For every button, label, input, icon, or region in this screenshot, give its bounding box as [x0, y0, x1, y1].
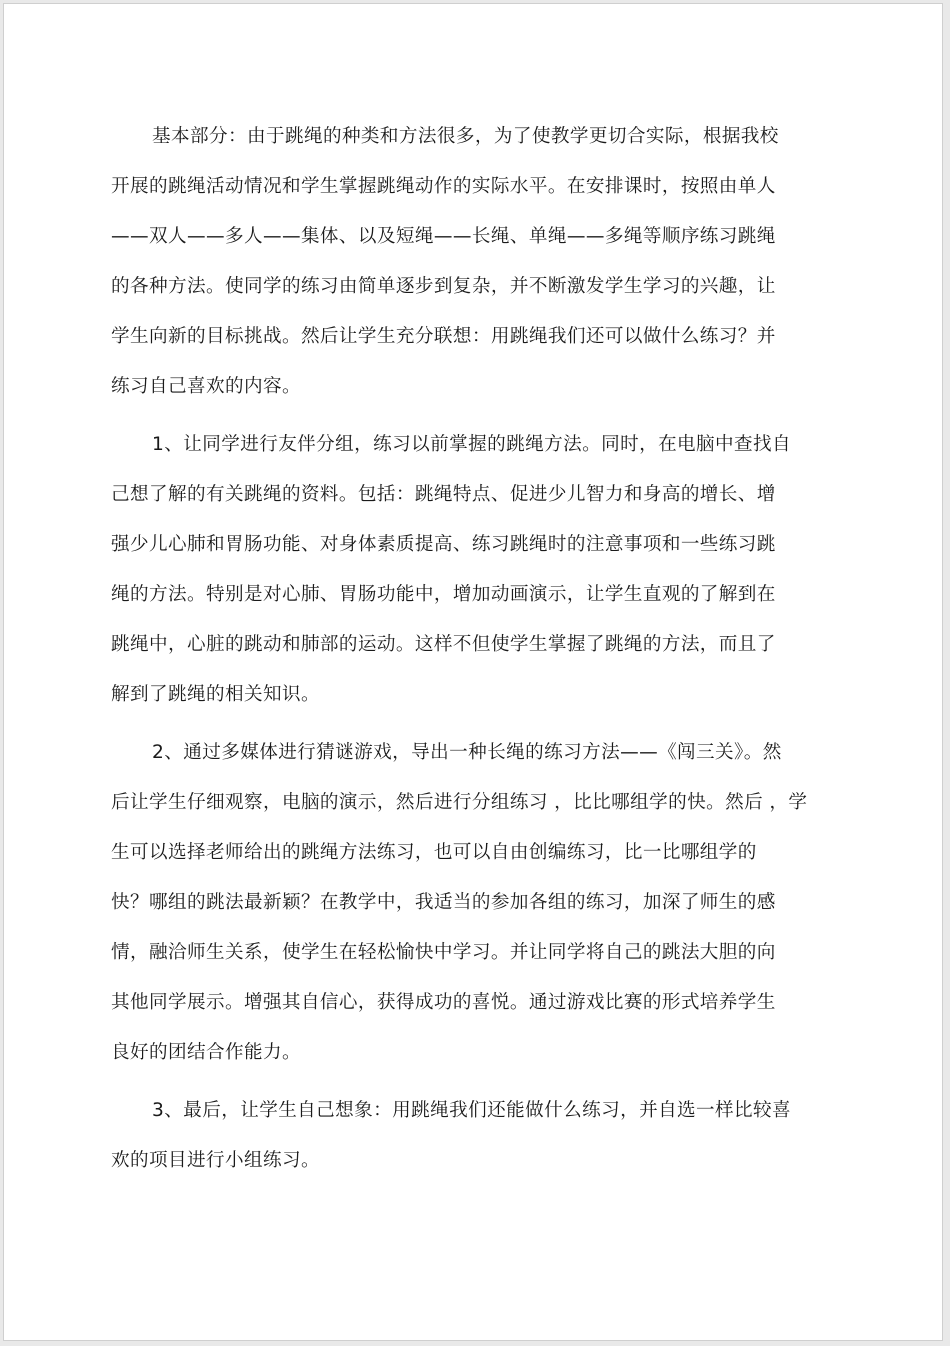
text-line: 1、让同学进行友伴分组，练习以前掌握的跳绳方法。同时，在电脑中查找自: [152, 434, 792, 455]
text-line: 练习自己喜欢的内容。: [111, 376, 301, 397]
text-line: 开展的跳绳活动情况和学生掌握跳绳动作的实际水平。在安排课时，按照由单人: [111, 176, 776, 197]
text-line: 生可以选择老师给出的跳绳方法练习，也可以自由创编练习，比一比哪组学的: [111, 842, 757, 863]
text-line: 绳的方法。特别是对心肺、胃肠功能中，增加动画演示，让学生直观的了解到在: [111, 584, 776, 605]
text-line: 良好的团结合作能力。: [111, 1042, 301, 1063]
text-line: 的各种方法。使同学的练习由简单逐步到复杂，并不断激发学生学习的兴趣，让: [111, 276, 776, 297]
text-line: 跳绳中，心脏的跳动和肺部的运动。这样不但使学生掌握了跳绳的方法，而且了: [111, 634, 776, 655]
text-line: 后让学生仔细观察，电脑的演示，然后进行分组练习 ，比比哪组学的快。然后 ，学: [111, 792, 808, 813]
text-line: 强少儿心肺和胃肠功能、对身体素质提高、练习跳绳时的注意事项和一些练习跳: [111, 534, 776, 555]
text-line: 解到了跳绳的相关知识。: [111, 684, 320, 705]
text-line: ——双人——多人——集体、以及短绳——长绳、单绳——多绳等顺序练习跳绳: [111, 226, 776, 247]
document-page: [3, 3, 943, 1341]
text-line: 3、最后，让学生自己想象：用跳绳我们还能做什么练习，并自选一样比较喜: [152, 1100, 792, 1121]
text-line: 基本部分：由于跳绳的种类和方法很多，为了使教学更切合实际，根据我校: [152, 126, 779, 147]
text-line: 2、通过多媒体进行猜谜游戏，导出一种长绳的练习方法——《闯三关》。然: [152, 742, 782, 763]
text-line: 学生向新的目标挑战。然后让学生充分联想：用跳绳我们还可以做什么练习？并: [111, 326, 776, 347]
text-line: 其他同学展示。增强其自信心，获得成功的喜悦。通过游戏比赛的形式培养学生: [111, 992, 776, 1013]
text-line: 欢的项目进行小组练习。: [111, 1150, 320, 1171]
text-line: 己想了解的有关跳绳的资料。包括：跳绳特点、促进少儿智力和身高的增长、增: [111, 484, 776, 505]
text-line: 情，融洽师生关系，使学生在轻松愉快中学习。并让同学将自己的跳法大胆的向: [111, 942, 776, 963]
text-line: 快？哪组的跳法最新颖？在教学中，我适当的参加各组的练习，加深了师生的感: [111, 892, 776, 913]
